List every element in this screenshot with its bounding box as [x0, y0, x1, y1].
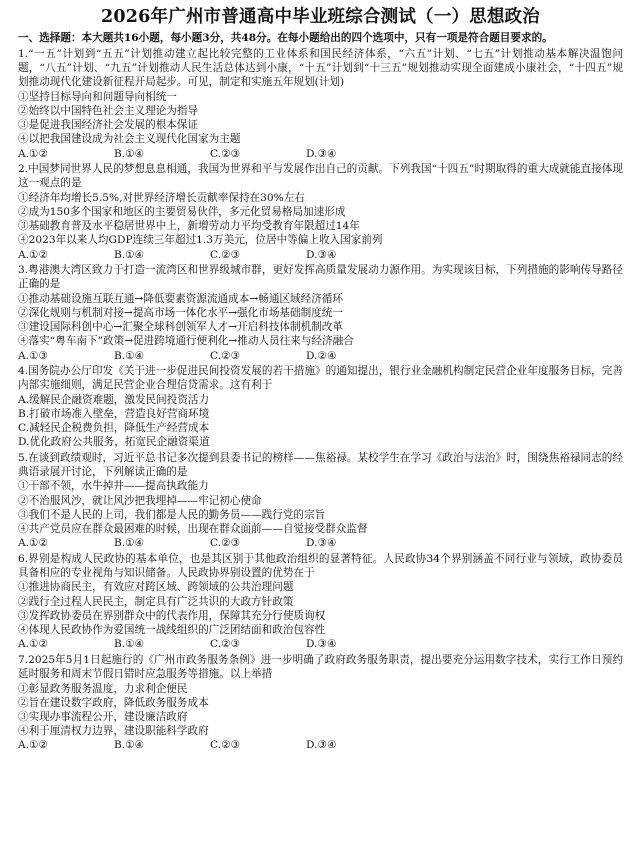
question-1 — [18, 47, 623, 161]
statement-item: ③是促进我国经济社会发展的根本保证 — [18, 119, 199, 132]
statement-item: ③实现办事流程公开，建设廉洁政府 — [18, 710, 188, 723]
answer-choices — [18, 637, 623, 651]
choice-d: D.③④ — [306, 638, 337, 651]
answer-option: D.优化政府公共服务，拓宽民企融资渠道 — [18, 436, 210, 449]
choice-a: A.①③ — [18, 349, 49, 362]
choice-d: D.②④ — [306, 349, 337, 362]
choice-b: B.①④ — [114, 537, 145, 550]
question-6 — [18, 552, 623, 652]
choice-c: C.②③ — [210, 739, 241, 752]
question-stem: 5.在谈到政绩观时，习近平总书记多次提到县委书记的榜样——焦裕禄。某校学生在学习《政治与法治》时，围绕焦裕禄同志的经典语录展开讨论，下列解读正确的是 — [18, 451, 623, 479]
statement-item: ①彰显政务服务温度，力求利企便民 — [18, 682, 188, 695]
answer-option: B.打破市场准入壁垒，营造良好营商环境 — [18, 408, 210, 421]
answer-option: A.缓解民企融资难题，激发民间投资活力 — [18, 393, 210, 406]
choice-d: D.③④ — [306, 147, 337, 160]
statement-item: ④以把我国建设成为社会主义现代化国家为主题 — [18, 133, 241, 146]
question-2 — [18, 162, 623, 262]
choice-b: B.①④ — [114, 248, 145, 261]
statement-item: ②践行全过程人民民主，制定具有广泛共识的大政方针政策 — [18, 595, 294, 608]
statement-item: ①推动基础设施互联互通→降低要素资源流通成本→畅通区域经济循环 — [18, 292, 343, 305]
statement-item: ④利于厘清权力边界，建设职能科学政府 — [18, 725, 209, 738]
page-title: 2026年广州市普通高中毕业班综合测试（一）思想政治 — [101, 7, 540, 27]
choice-c: C.②③ — [210, 248, 241, 261]
answer-option: C.减轻民企税费负担，降低生产经营成本 — [18, 422, 210, 435]
question-stem: 4.国务院办公厅印发《关于进一步促进民间投资发展的若干措施》的通知提出，银行业金融机构制定民营企业年度服务目标，完善内部实施细则，满足民营企业合理信贷需求。这有利于 — [18, 365, 623, 392]
statement-item: ①干部不领，水牛掉井——提高执政能力 — [18, 480, 209, 493]
choice-a: A.①② — [18, 248, 49, 261]
choice-c: C.②③ — [210, 349, 241, 362]
statement-item: ④落实“粤车南下”政策→促进跨境通行便利化→推动人员往来与经济融合 — [18, 335, 354, 348]
choice-c: C.②③ — [210, 638, 241, 651]
statement-item: ①经济年均增长5.5%,对世界经济增长贡献率保持在30%左右 — [18, 191, 305, 204]
choice-d: D.③④ — [306, 739, 337, 752]
question-7 — [18, 653, 623, 753]
statement-item: ④2023年以来人均GDP连续三年超过1.3万美元，位居中等偏上收入国家前列 — [18, 234, 383, 247]
statement-item: ②成为150多个国家和地区的主要贸易伙伴，多元化贸易格局加速形成 — [18, 205, 346, 218]
statement-item: ③发挥政协委员在界别群众中的代表作用，保障其充分行使质询权 — [18, 609, 326, 622]
choice-d: D.③④ — [306, 537, 337, 550]
choice-a: A.①② — [18, 537, 49, 550]
answer-choices — [18, 349, 623, 363]
statement-item: ③基础教育普及水平稳居世界中上，新增劳动力平均受教育年限超过14年 — [18, 220, 360, 233]
answer-choices — [18, 248, 623, 262]
statement-item: ②不治服风沙，就让风沙把我埋掉——牢记初心使命 — [18, 494, 262, 507]
statement-item: ②始终以中国特色社会主义理论为指导 — [18, 104, 199, 117]
answer-choices — [18, 147, 623, 161]
choice-c: C.②③ — [210, 537, 241, 550]
statement-item: ③建设国际科创中心→汇聚全球科创领军人才→开启科技体制机制改革 — [18, 321, 343, 334]
section-intro: 一、选择题：本大题共16小题，每小题3分，共48分。在每小题给出的四个选项中，只有一项是符合题目要求的。 — [18, 32, 553, 44]
answer-choices — [18, 738, 623, 752]
question-stem: 1.“一五”计划到“五五”计划推动建立起比较完整的工业体系和国民经济体系，“六五”计划、“七五”计划推动基本解决温饱问题，“八五”计划、“九五”计划推动人民生活总体达到小康，“十五”计划到“十三五”规划推动实现全面建成小康社会，“十四五”规划推动现代化建设新征程开局起步。可见，制定和实施五年规划(计划) — [18, 47, 623, 89]
question-stem: 3.粤港澳大湾区致力于打造一流湾区和世界级城市群，更好发挥高质量发展动力源作用。为实现该目标，下列措施的影响传导路径正确的是 — [18, 263, 623, 291]
statement-item: ④体现人民政协作为爱国统一战线组织的广泛团结面和政治包容性 — [18, 624, 326, 637]
answer-choices — [18, 536, 623, 550]
statement-item: ③我们不是人民的上司，我们都是人民的勤务员——践行党的宗旨 — [18, 508, 326, 521]
choice-b: B.①④ — [114, 349, 145, 362]
choice-a: A.①② — [18, 147, 49, 160]
statement-item: ①推进协商民主，有效应对跨区域、跨领域的公共治理问题 — [18, 581, 294, 594]
choice-b: B.①④ — [114, 147, 145, 160]
question-stem: 2.中国梦同世界人民的梦想息息相通，我国为世界和平与发展作出自己的贡献。下列我国“十四五”时期取得的重大成就能直接体现这一观点的是 — [18, 162, 623, 190]
statement-item: ②旨在建设数字政府，降低政务服务成本 — [18, 696, 209, 709]
choice-c: C.②③ — [210, 147, 241, 160]
choice-a: A.①② — [18, 638, 49, 651]
question-3 — [18, 263, 623, 363]
statement-item: ①坚持目标导向和问题导向相统一 — [18, 90, 177, 103]
question-4 — [18, 364, 623, 450]
choice-d: D.③④ — [306, 248, 337, 261]
choice-b: B.①④ — [114, 638, 145, 651]
choice-a: A.①② — [18, 739, 49, 752]
question-5 — [18, 451, 623, 551]
choice-b: B.①④ — [114, 739, 145, 752]
question-stem: 6.界别是构成人民政协的基本单位，也是其区别于其他政治组织的显著特征。人民政协34个界别涵盖不同行业与领域，政协委员具备相应的专业视角与知识储备。人民政协界别设置的优势在于 — [18, 552, 623, 580]
statement-item: ②深化规则与机制对接→提高市场一体化水平→强化市场基础制度统一 — [18, 306, 343, 319]
statement-item: ④共产党员应在群众最困难的时候，出现在群众面前——自觉接受群众监督 — [18, 523, 368, 536]
question-stem: 7.2025年5月1日起施行的《广州市政务服务条例》进一步明确了政府政务服务职责，提出要充分运用数字技术，实行工作日预约延时服务和周末节假日错时应急服务等措施。以上举措 — [18, 653, 623, 681]
